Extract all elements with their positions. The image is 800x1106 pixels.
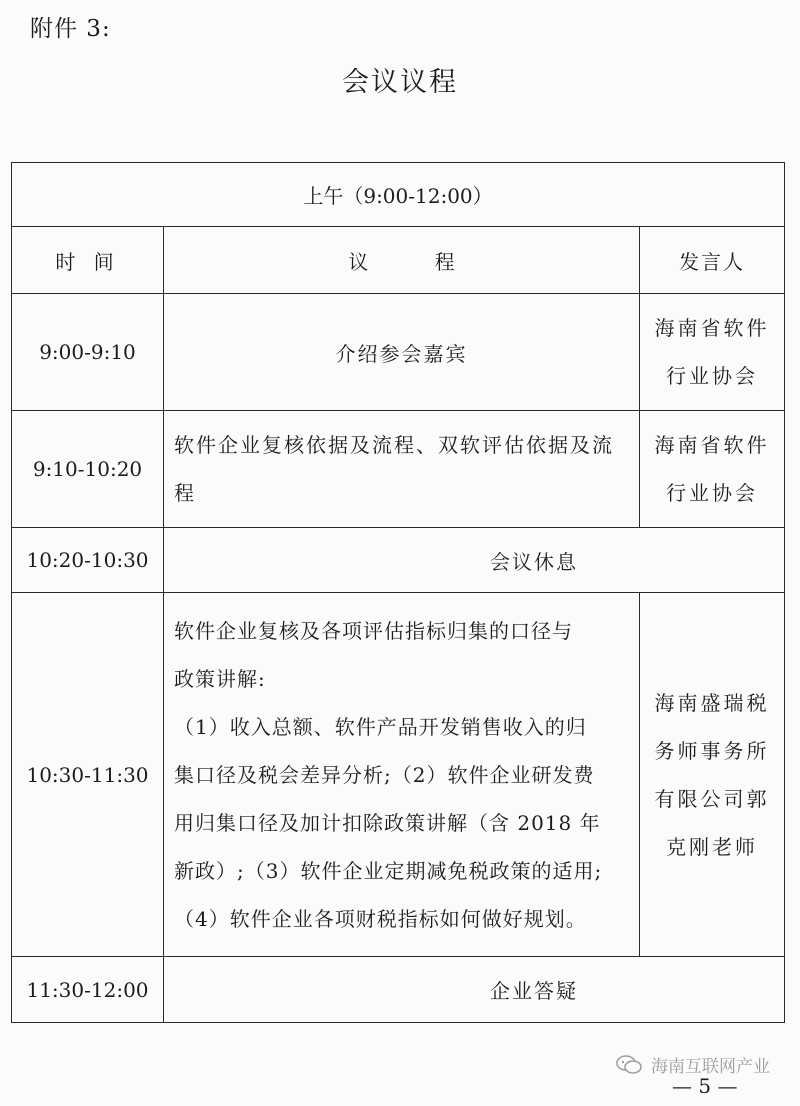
agenda-line: （1）收入总额、软件产品开发销售收入的归	[174, 714, 587, 739]
table-row	[12, 528, 785, 593]
header-agenda: 议 程	[164, 227, 640, 294]
agenda-line: 程	[174, 481, 196, 505]
agenda-line: 软件企业复核及各项评估指标归集的口径与	[174, 618, 573, 643]
session-row	[12, 163, 785, 227]
speaker-cell	[640, 294, 785, 411]
speaker-line: 海南省软件	[654, 316, 770, 340]
agenda-line: 新政）;（3）软件企业定期减免税政策的适用;	[174, 858, 603, 883]
time-cell: 9:10-10:20	[12, 411, 164, 528]
page-title: 会议议程	[342, 67, 458, 98]
agenda-cell: 企业答疑	[164, 957, 785, 1023]
agenda-line: 用归集口径及加计扣除政策讲解（含 2018 年	[174, 810, 601, 835]
header-row	[12, 227, 785, 294]
speaker-line: 行业协会	[666, 481, 758, 505]
agenda-cell	[164, 411, 640, 528]
speaker-line: 海南盛瑞税	[654, 690, 770, 715]
table-row	[12, 957, 785, 1023]
time-cell: 10:20-10:30	[12, 528, 164, 593]
watermark-text: 海南互联网产业	[651, 1057, 770, 1077]
agenda-table	[11, 162, 785, 1023]
speaker-cell	[640, 411, 785, 528]
table-row	[12, 593, 785, 957]
speaker-cell	[640, 593, 785, 957]
wechat-icon	[616, 1055, 642, 1080]
attachment-label: 附件 3:	[30, 16, 111, 42]
speaker-line: 克刚老师	[666, 834, 758, 859]
table-row	[12, 294, 785, 411]
agenda-cell: 介绍参会嘉宾	[164, 294, 640, 411]
time-cell: 9:00-9:10	[12, 294, 164, 411]
page-number: — 5 —	[672, 1074, 738, 1098]
agenda-line: 软件企业复核依据及流程、双软评估依据及流	[174, 433, 614, 457]
header-time: 时 间	[12, 227, 164, 294]
agenda-line: 政策讲解:	[174, 666, 266, 691]
agenda-cell	[164, 593, 640, 957]
header-speaker: 发言人	[640, 227, 785, 294]
time-cell: 10:30-11:30	[12, 593, 164, 957]
time-cell: 11:30-12:00	[12, 957, 164, 1023]
agenda-cell: 会议休息	[164, 528, 785, 593]
speaker-line: 务师事务所	[654, 738, 770, 763]
table-row	[12, 411, 785, 528]
speaker-line: 有限公司郭	[654, 786, 770, 811]
session-cell: 上午（9:00-12:00）	[12, 163, 785, 227]
agenda-line: （4）软件企业各项财税指标如何做好规划。	[174, 906, 587, 931]
speaker-line: 海南省软件	[654, 433, 770, 457]
speaker-line: 行业协会	[666, 364, 758, 388]
agenda-line: 集口径及税会差异分析;（2）软件企业研发费	[174, 762, 595, 787]
